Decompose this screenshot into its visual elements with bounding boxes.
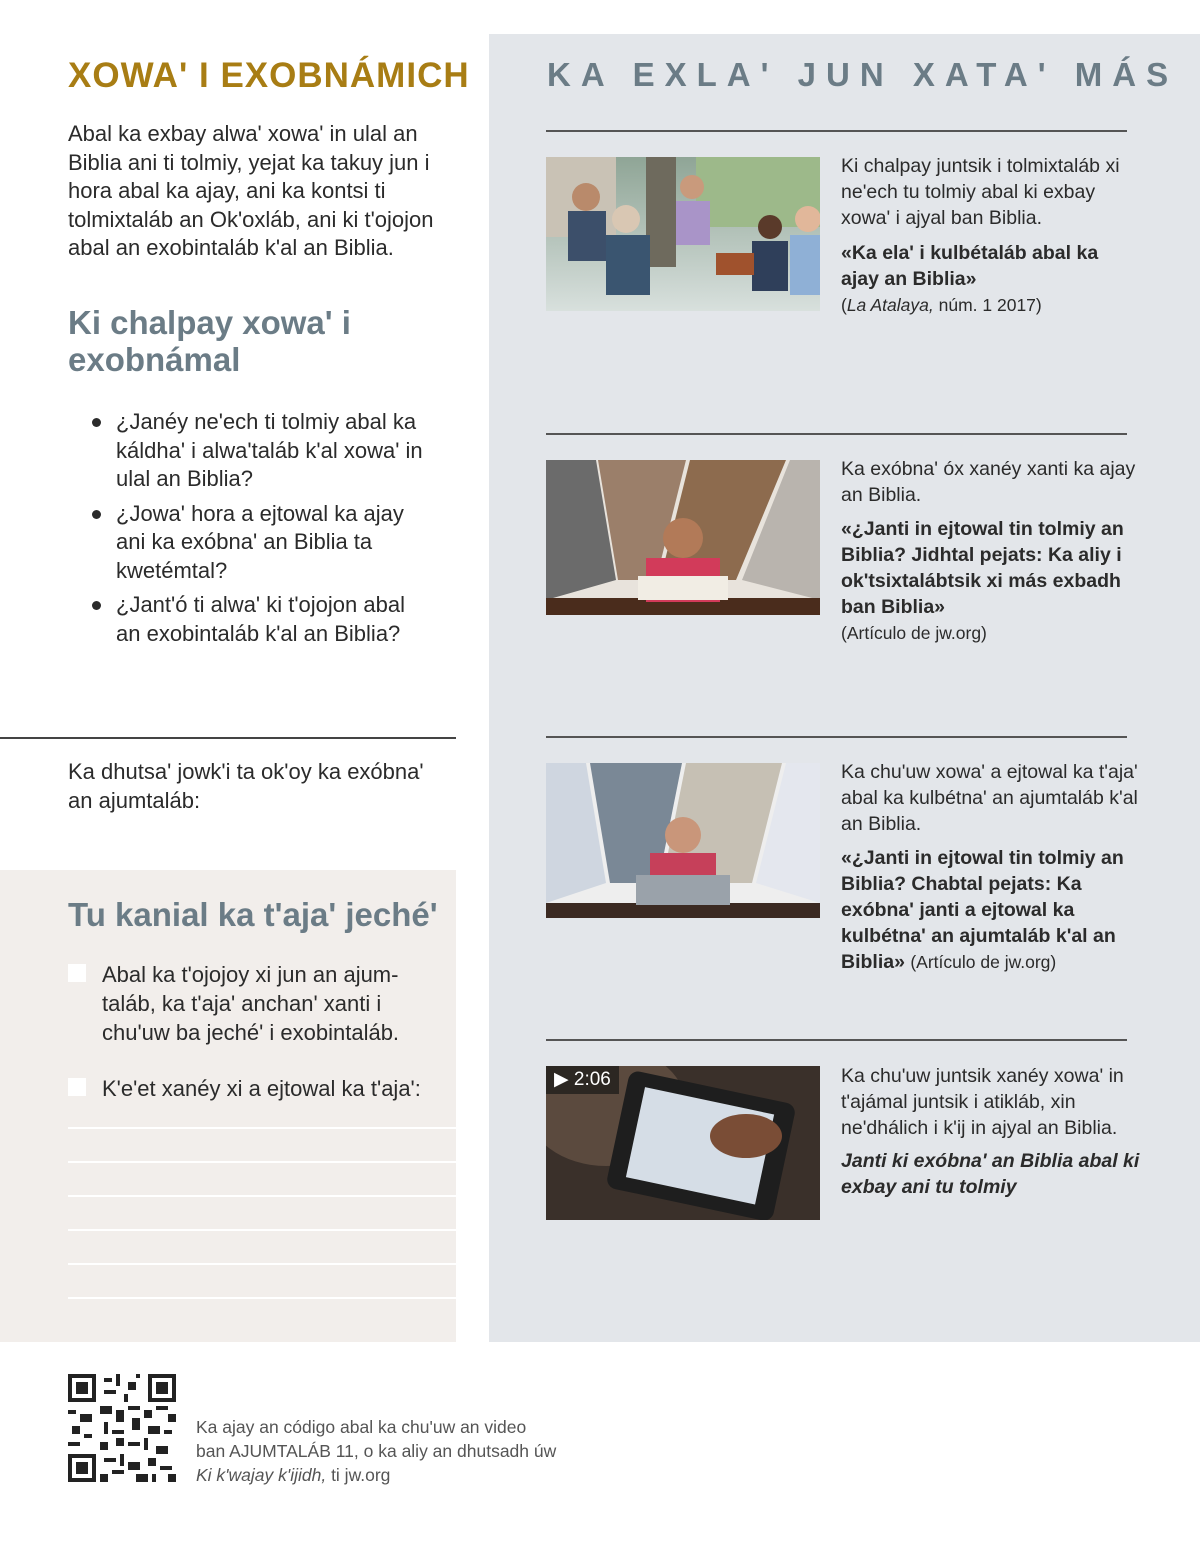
question-item: ¿Jowa' hora a ejtowal ka ajay ani ka exóbna' an Biblia ta kwetémtal? — [90, 500, 430, 586]
write-line[interactable] — [68, 1263, 456, 1265]
article-description: Ka chu'uw juntsik xanéy xowa' in t'ajámal juntsik i atikláb, xin ne'dhálich i k'ij in ajyal an Biblia. — [841, 1065, 1124, 1139]
checkbox[interactable] — [68, 1078, 86, 1096]
divider — [546, 130, 1127, 132]
explore-title: KA EXLA' JUN XATA' MÁS — [547, 56, 1179, 93]
question-item: ¿Janéy ne'ech ti tolmiy abal ka káldha' i alwa'taláb k'al xowa' in ulal an Biblia? — [90, 408, 430, 494]
divider — [0, 737, 456, 739]
write-line[interactable] — [68, 1195, 456, 1197]
review-intro: Abal ka exbay alwa' xowa' in ulal an Biblia ani ti tolmiy, yejat ka takuy jun i hora abal ka ajay, ani ka kontsi ti tolmixtaláb an Ok'oxláb, ani ki t'ojojon abal an exobintaláb k'al an Biblia. — [68, 121, 434, 260]
article-reference[interactable]: «Ka ela' i kulbétaláb abal ka ajay an Biblia» (La Atalaya, núm. 1 2017) — [841, 242, 1099, 315]
article-description: Ka exóbna' óx xanéy xanti ka ajay an Biblia. — [841, 458, 1136, 506]
completion-note: Ka dhutsa' jowk'i ta ok'oy ka exóbna' an ajumtaláb: — [68, 759, 424, 813]
review-title: XOWA' I EXOBNÁMICH — [68, 56, 470, 95]
qr-code — [68, 1374, 176, 1482]
divider — [546, 433, 1127, 435]
write-line[interactable] — [68, 1161, 456, 1163]
question-item: ¿Jant'ó ti alwa' ki t'ojojon abal an exobintaláb k'al an Biblia? — [90, 591, 430, 648]
divider — [546, 736, 1127, 738]
bullet-icon — [92, 510, 101, 519]
write-line[interactable] — [68, 1229, 456, 1231]
goal-item: K'e'et xanéy xi a ejtowal ka t'aja': — [68, 1074, 428, 1103]
video-title[interactable]: Janti ki exóbna' an Biblia abal ki exbay ani tu tolmiy — [841, 1150, 1140, 1198]
goal-heading: Tu kanial ka t'aja' jeché' — [68, 896, 438, 933]
article-description: Ka chu'uw xowa' a ejtowal ka t'aja' abal ka kulbétna' an ajumtaláb k'al an Biblia. — [841, 761, 1138, 835]
goal-box — [0, 870, 456, 1342]
article-reference[interactable]: «¿Janti in ejtowal tin tolmiy an Biblia? Chabtal pejats: Ka exóbna' janti a ejtowal ka kulbétna' an ajumtaláb k'al an Biblia» (Artículo de jw.org) — [841, 847, 1124, 973]
goal-item: Abal ka t'ojojoy xi jun an ajum- taláb, ka t'aja' anchan' xanti i chu'uw ba jeché' i exobintaláb. — [68, 960, 428, 1047]
article-image[interactable] — [546, 763, 820, 918]
checkbox[interactable] — [68, 964, 86, 982]
article-reference[interactable]: «¿Janti in ejtowal tin tolmiy an Biblia? Jidhtal pejats: Ka aliy i ok'tsixtalábtsik xi más exbadh ban Biblia» (Artículo de jw.org) — [841, 518, 1124, 643]
article-image[interactable] — [546, 157, 820, 311]
questions-heading: Ki chalpay xowa' i exobnámal — [68, 304, 351, 378]
divider — [546, 1039, 1127, 1041]
video-duration-badge[interactable]: ▶ 2:06 — [546, 1066, 619, 1094]
article-description: Ki chalpay juntsik i tolmixtaláb xi ne'ech tu tolmiy abal ki exbay xowa' i ajyal ban Biblia. — [841, 155, 1120, 229]
write-line[interactable] — [68, 1297, 456, 1299]
questions-list — [90, 408, 430, 654]
bullet-icon — [92, 418, 101, 427]
article-image[interactable] — [546, 460, 820, 615]
bullet-icon — [92, 601, 101, 610]
footer-instructions: Ka ajay an código abal ka chu'uw an video ban AJUMTALÁB 11, o ka aliy an dhutsadh úw Ki k'wajay k'ijidh, ti jw.org — [196, 1417, 557, 1485]
write-line[interactable] — [68, 1127, 456, 1129]
